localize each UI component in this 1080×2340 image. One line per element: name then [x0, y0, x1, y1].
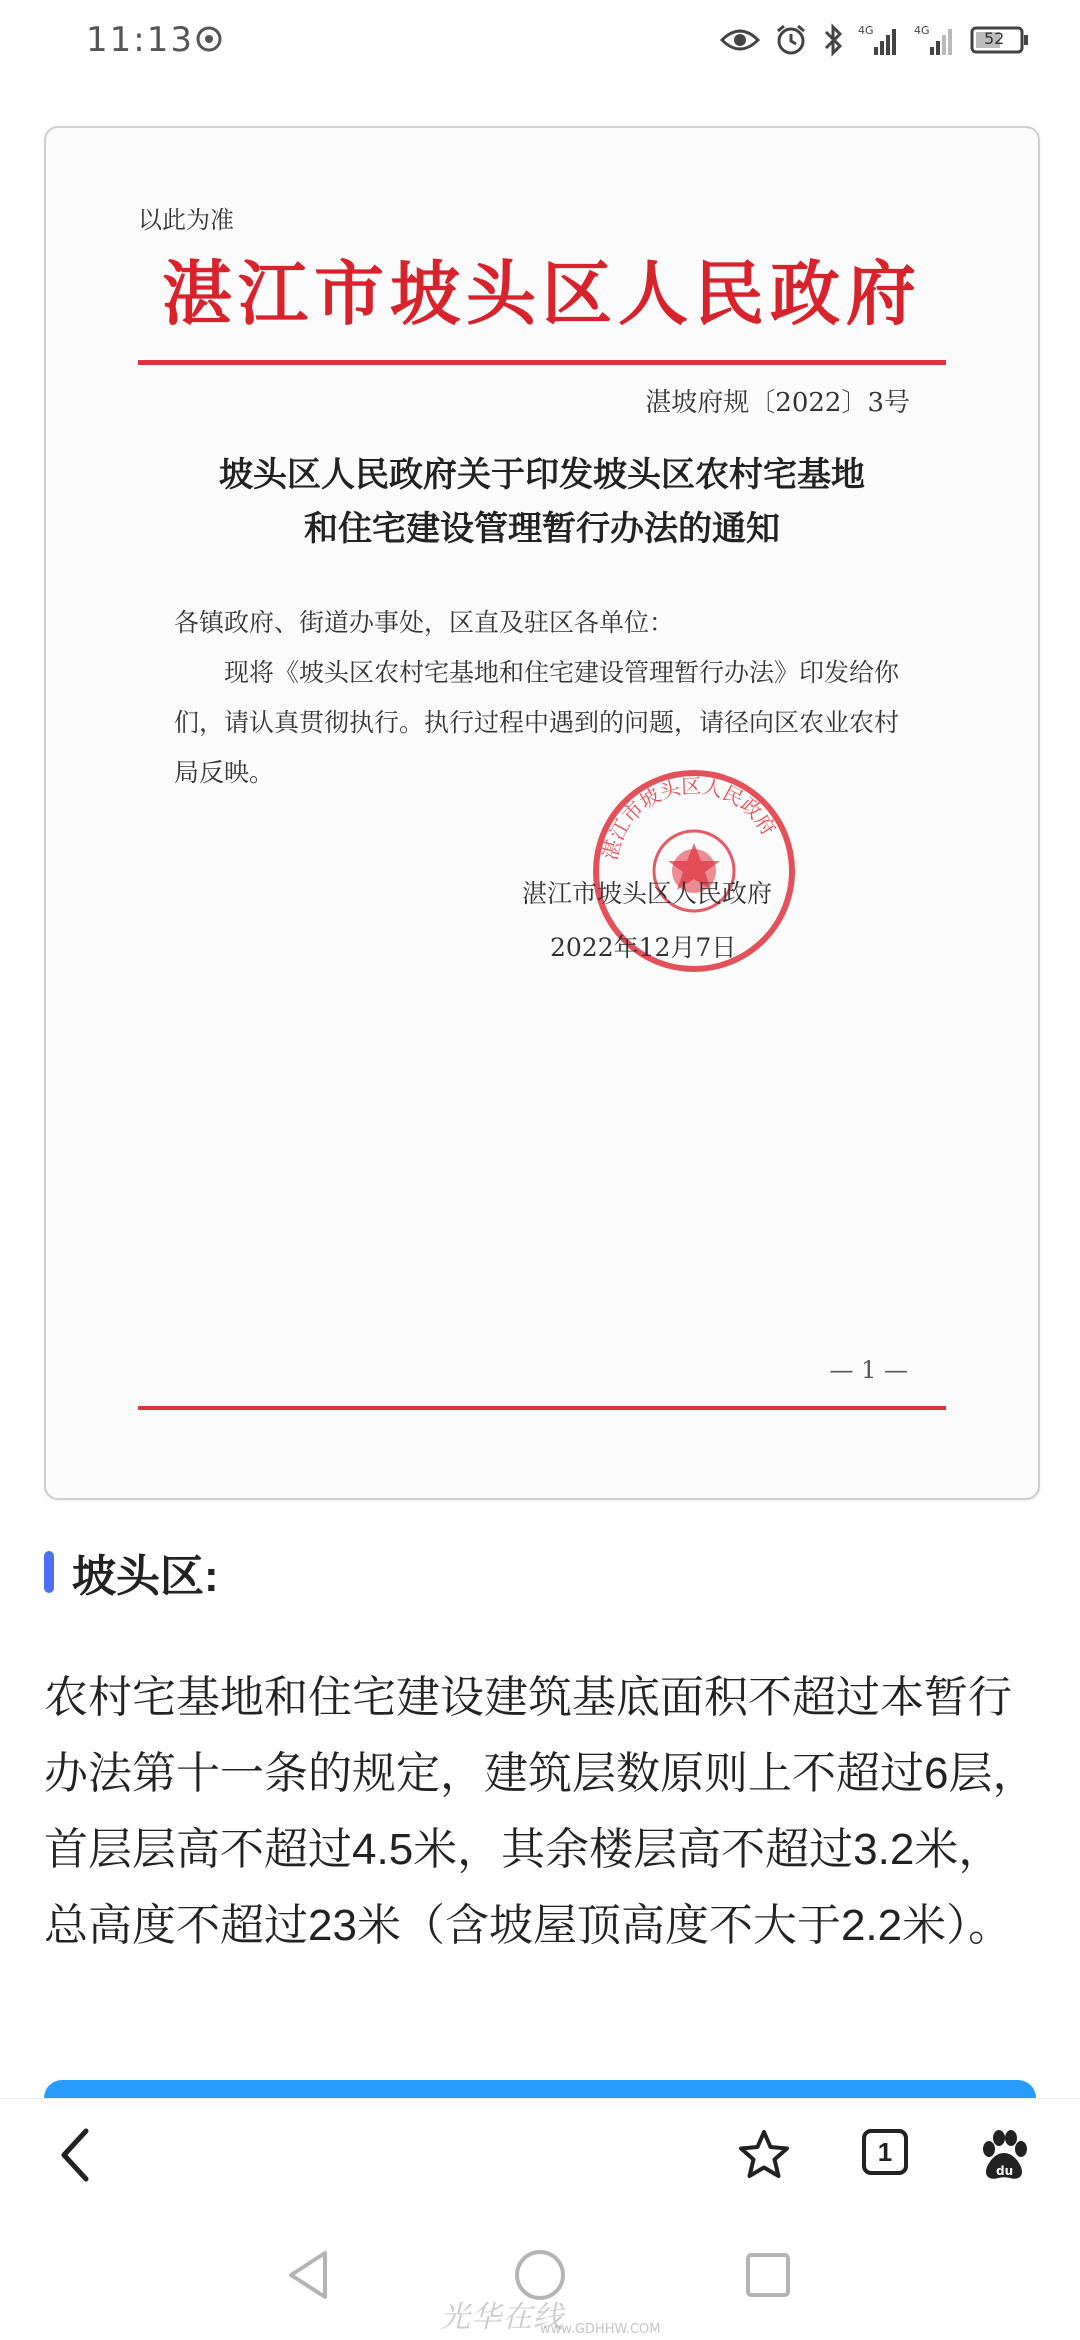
document-salutation: 各镇政府、街道办事处，区直及驻区各单位： [174, 608, 675, 637]
nav-recent-icon [743, 2250, 793, 2300]
alarm-icon [774, 23, 808, 57]
article-paragraph: 农村宅基地和住宅建设建筑基底面积不超过本暂行办法第十一条的规定，建筑层数原则上不超过6层，首层层高不超过4.5米，其余楼层高不超过3.2米，总高度不超过23米（含坡屋顶高度不大于2.2米）。 [44, 1673, 1037, 1950]
document-title-line2: 和住宅建设管理暂行办法的通知 [304, 509, 780, 549]
battery-level: 52 [984, 29, 1005, 48]
seal-text: 湛江市坡头区人民政府 [597, 773, 781, 863]
document-title-line1: 坡头区人民政府关于印发坡头区农村宅基地 [219, 455, 865, 495]
watermark-text: 光华在线 [440, 2300, 564, 2335]
watermark-url: www.GDHHW.COM [540, 2322, 661, 2337]
document-signer: 湛江市坡头区人民政府 [522, 879, 773, 908]
document-page-number: — 1 — [829, 1356, 908, 1384]
status-icons [720, 14, 1030, 66]
back-arrow-icon [56, 2127, 96, 2183]
baidu-paw-icon [976, 2127, 1032, 2183]
signal-4g-icon [858, 23, 900, 57]
star-icon [736, 2127, 792, 2183]
document-number: 湛坡府规〔2022〕3号 [645, 388, 910, 418]
svg-text:湛江市坡头区人民政府 [598, 774, 781, 863]
favorite-button[interactable] [728, 2119, 800, 2191]
banner-top-edge[interactable] [44, 2080, 1036, 2100]
nav-back-icon [283, 2247, 333, 2303]
document-date: 2022年12月7日 [550, 933, 737, 962]
document-header: 湛江市坡头区人民政府 [162, 252, 922, 335]
svg-text:4G: 4G [914, 24, 930, 37]
back-button[interactable] [40, 2119, 112, 2191]
notification-icon [196, 26, 224, 58]
browser-toolbar [0, 2098, 1080, 2211]
document-body-text: 现将《坡头区农村宅基地和住宅建设管理暂行办法》印发给你们，请认真贯彻执行。执行过程中遇到的问题，请径向区农业农村局反映。 [174, 658, 900, 787]
status-time: 11:13 [86, 20, 194, 60]
eye-icon [720, 26, 760, 54]
status-bar [0, 0, 1080, 80]
nav-back-button[interactable] [263, 2230, 353, 2320]
svg-text:4G: 4G [858, 24, 874, 37]
document-title [46, 448, 1038, 556]
section-title: 坡头区: [72, 1552, 219, 1601]
nav-recent-button[interactable] [723, 2230, 813, 2320]
document-red-line [138, 360, 946, 365]
svg-text:du: du [996, 2164, 1014, 2178]
section-accent-bar [44, 1551, 54, 1593]
document-image[interactable] [44, 126, 1040, 1500]
tab-count-button[interactable] [862, 2129, 908, 2175]
battery-icon [970, 25, 1030, 55]
document-bottom-line [138, 1406, 946, 1410]
section-heading [44, 1540, 219, 1604]
document-body [174, 598, 910, 798]
bluetooth-icon [822, 23, 844, 57]
tab-count: 1 [877, 2136, 893, 2167]
signal-4g-icon-2 [914, 23, 956, 57]
baidu-button[interactable] [968, 2119, 1040, 2191]
document-corner-note: 以此为准 [138, 206, 234, 234]
